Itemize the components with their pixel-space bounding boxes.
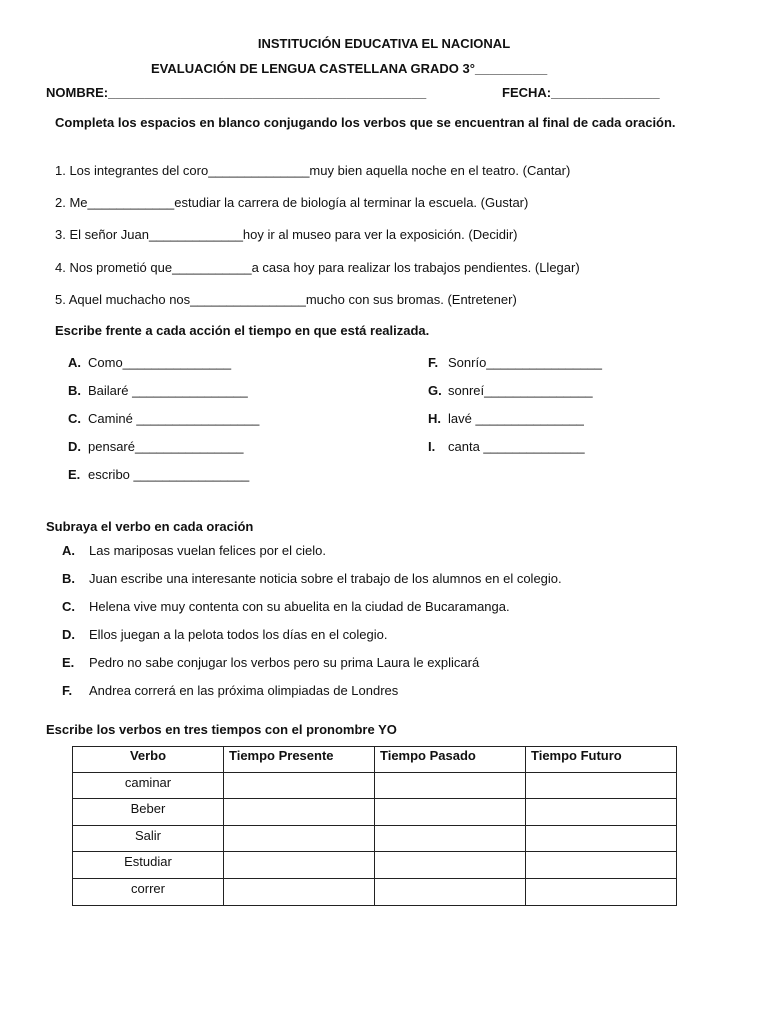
tense-item-h: [428, 411, 584, 426]
underline-sentence-d: [62, 627, 387, 642]
item-text: Sonrío________________: [448, 355, 602, 370]
item-letter: C.: [68, 411, 81, 426]
fill-sentence-1: 1. Los integrantes del coro______________muy bien aquella noche en el teatro. (Cantar): [55, 163, 571, 178]
table-row: [73, 772, 677, 799]
table-row: [73, 878, 677, 905]
column-header-futuro: Tiempo Futuro: [526, 747, 677, 773]
present-answer-cell[interactable]: [224, 772, 375, 799]
item-letter: F.: [428, 355, 439, 370]
column-header-pasado: Tiempo Pasado: [375, 747, 526, 773]
item-letter: I.: [428, 439, 436, 454]
item-letter: G.: [428, 383, 442, 398]
past-answer-cell[interactable]: [375, 799, 526, 826]
future-answer-cell[interactable]: [526, 772, 677, 799]
item-text: Juan escribe una interesante noticia sobre el trabajo de los alumnos en el colegio.: [89, 571, 562, 586]
item-text: canta ______________: [448, 439, 585, 454]
item-letter: E.: [62, 655, 75, 670]
tense-item-b: [68, 383, 248, 398]
underline-sentence-b: [62, 571, 562, 586]
institution-title: INSTITUCIÓN EDUCATIVA EL NACIONAL: [257, 36, 511, 51]
date-field-label[interactable]: FECHA:_______________: [502, 85, 660, 100]
fill-sentence-5: 5. Aquel muchacho nos________________mucho con sus bromas. (Entretener): [55, 292, 517, 307]
item-letter: C.: [62, 599, 75, 614]
present-answer-cell[interactable]: [224, 799, 375, 826]
verb-cell: Salir: [73, 825, 224, 852]
tense-item-g: [428, 383, 593, 398]
item-letter: A.: [68, 355, 81, 370]
fill-sentence-3: 3. El señor Juan_____________hoy ir al museo para ver la exposición. (Decidir): [55, 227, 518, 242]
past-answer-cell[interactable]: [375, 852, 526, 879]
evaluation-title: EVALUACIÓN DE LENGUA CASTELLANA GRADO 3°__________: [151, 61, 548, 76]
underline-sentence-f: [62, 683, 398, 698]
verb-cell: correr: [73, 878, 224, 905]
item-letter: D.: [62, 627, 75, 642]
column-header-verbo: Verbo: [73, 747, 224, 773]
tense-item-d: [68, 439, 243, 454]
future-answer-cell[interactable]: [526, 825, 677, 852]
item-text: Andrea correrá en las próxima olimpiadas de Londres: [89, 683, 399, 698]
item-text: Las mariposas vuelan felices por el cielo.: [89, 543, 327, 558]
item-text: escribo ________________: [88, 467, 250, 482]
underline-sentence-c: [62, 599, 510, 614]
past-answer-cell[interactable]: [375, 878, 526, 905]
tense-item-i: [428, 439, 585, 454]
name-field-label[interactable]: NOMBRE:____________________________________________: [46, 85, 427, 100]
table-row: [73, 799, 677, 826]
section4-instruction: Escribe los verbos en tres tiempos con el pronombre YO: [46, 722, 397, 737]
item-text: Bailaré ________________: [88, 383, 248, 398]
fill-sentence-2: 2. Me____________estudiar la carrera de biología al terminar la escuela. (Gustar): [55, 195, 529, 210]
future-answer-cell[interactable]: [526, 878, 677, 905]
underline-sentence-a: [62, 543, 326, 558]
item-letter: E.: [68, 467, 81, 482]
item-letter: B.: [62, 571, 75, 586]
item-letter: F.: [62, 683, 73, 698]
future-answer-cell[interactable]: [526, 799, 677, 826]
underline-sentence-e: [62, 655, 479, 670]
section2-instruction: Escribe frente a cada acción el tiempo en que está realizada.: [55, 323, 430, 338]
item-letter: H.: [428, 411, 441, 426]
future-answer-cell[interactable]: [526, 852, 677, 879]
item-letter: A.: [62, 543, 75, 558]
item-text: Helena vive muy contenta con su abuelita en la ciudad de Bucaramanga.: [89, 599, 510, 614]
column-header-presente: Tiempo Presente: [224, 747, 375, 773]
tense-item-c: [68, 411, 259, 426]
item-letter: D.: [68, 439, 81, 454]
table-header-row: [73, 747, 677, 773]
verb-cell: caminar: [73, 772, 224, 799]
item-letter: B.: [68, 383, 81, 398]
verb-cell: Beber: [73, 799, 224, 826]
past-answer-cell[interactable]: [375, 772, 526, 799]
item-text: Como_______________: [88, 355, 232, 370]
item-text: lavé _______________: [448, 411, 584, 426]
section3-instruction: Subraya el verbo en cada oración: [46, 519, 254, 534]
present-answer-cell[interactable]: [224, 852, 375, 879]
tense-item-f: [428, 355, 602, 370]
verb-tenses-table: [72, 746, 677, 906]
verb-cell: Estudiar: [73, 852, 224, 879]
tense-item-a: [68, 355, 231, 370]
past-answer-cell[interactable]: [375, 825, 526, 852]
item-text: Caminé _________________: [88, 411, 260, 426]
present-answer-cell[interactable]: [224, 878, 375, 905]
item-text: Ellos juegan a la pelota todos los días en el colegio.: [89, 627, 388, 642]
present-answer-cell[interactable]: [224, 825, 375, 852]
item-text: sonreí_______________: [448, 383, 593, 398]
table-row: [73, 825, 677, 852]
tense-item-e: [68, 467, 249, 482]
item-text: Pedro no sabe conjugar los verbos pero su prima Laura le explicará: [89, 655, 480, 670]
item-text: pensaré_______________: [88, 439, 244, 454]
table-row: [73, 852, 677, 879]
section1-instruction: Completa los espacios en blanco conjugando los verbos que se encuentran al final de cada oración.: [55, 115, 676, 130]
fill-sentence-4: 4. Nos prometió que___________a casa hoy para realizar los trabajos pendientes. (Llegar): [55, 260, 580, 275]
